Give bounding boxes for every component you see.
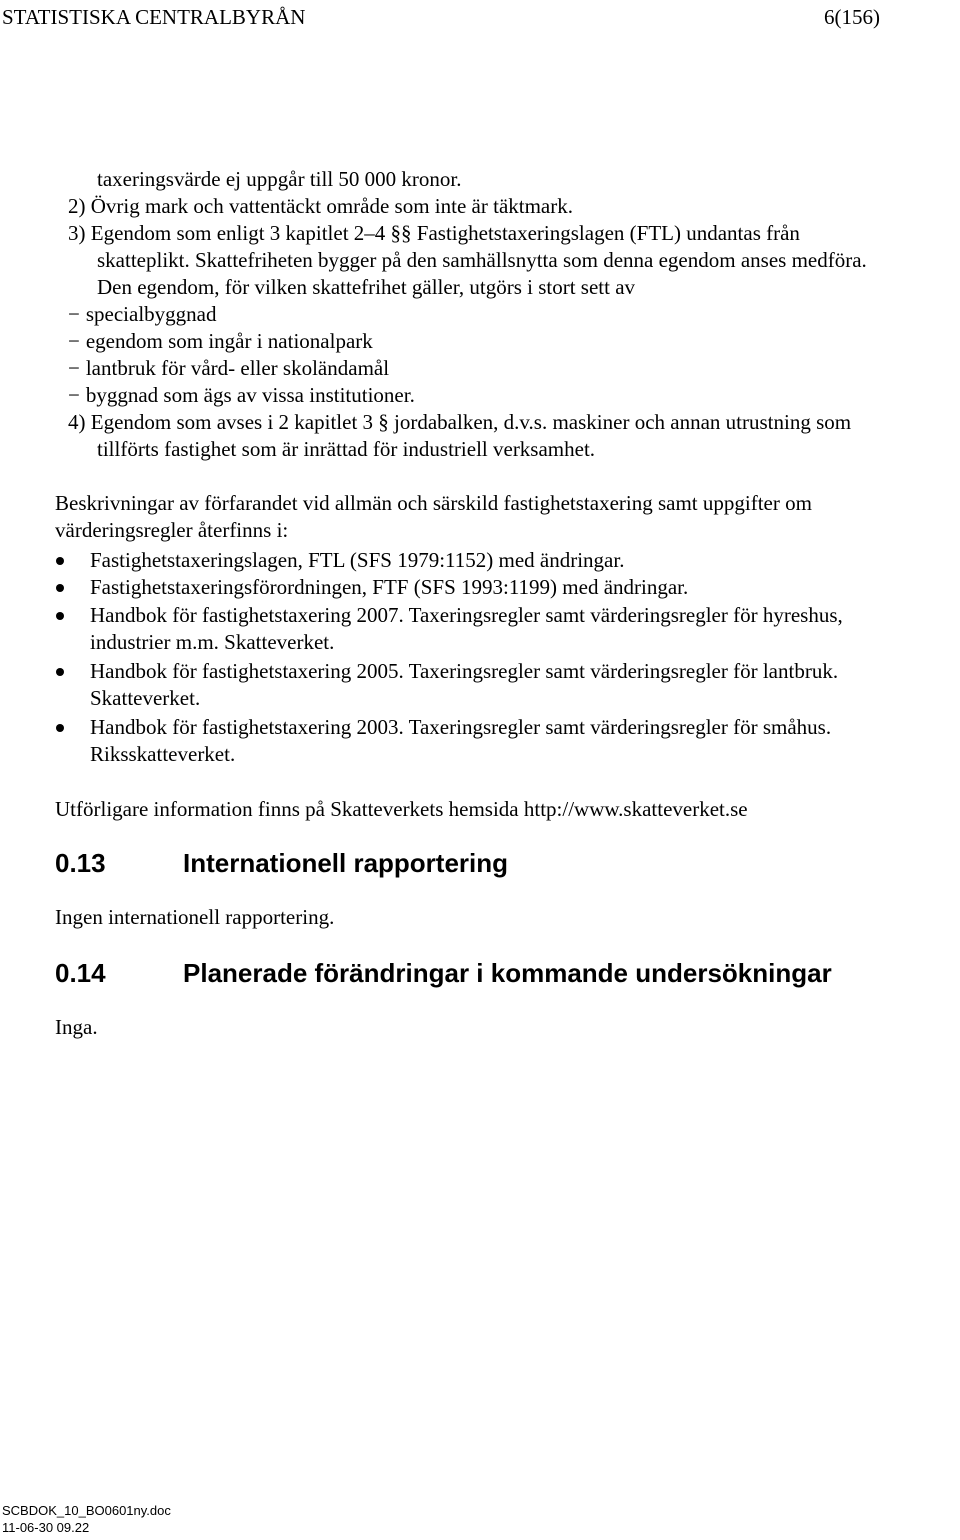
bullet-item-continuation: Skatteverket. — [90, 686, 201, 710]
list-item-2: 2) Övrig mark och vattentäckt område som inte är täktmark. — [68, 194, 573, 218]
dash-item: − egendom som ingår i nationalpark — [68, 328, 373, 355]
dash-item: − lantbruk för vård- eller skoländamål — [68, 355, 389, 382]
bullet-dot — [56, 612, 64, 620]
bullet-item: Fastighetstaxeringslagen, FTL (SFS 1979:1152) med ändringar. — [90, 548, 625, 572]
bullet-item: Handbok för fastighetstaxering 2007. Taxeringsregler samt värderingsregler för hyreshus, — [90, 603, 843, 627]
dash-item: − specialbyggnad — [68, 301, 216, 328]
list-item-4-line2: tillförts fastighet som är inrättad för industriell verksamhet. — [97, 437, 596, 461]
bullet-item: Fastighetstaxeringsförordningen, FTF (SFS 1993:1199) med ändringar. — [90, 575, 689, 599]
more-info-text: Utförligare information finns på Skatteverkets hemsida http://www.skatteverket.se — [55, 797, 748, 821]
section-heading: Planerade förändringar i kommande undersökningar — [183, 958, 832, 988]
list-item-3-line1: 3) Egendom som enligt 3 kapitlet 2–4 §§ Fastighetstaxeringslagen (FTL) undantas från — [68, 221, 800, 245]
section-body: Ingen internationell rapportering. — [55, 905, 335, 929]
list-item-3-line2: skatteplikt. Skattefriheten bygger på den samhällsnytta som denna egendom anses medföra. — [97, 248, 867, 272]
intro-line1: Beskrivningar av förfarandet vid allmän och särskild fastighetstaxering samt uppgifter om — [55, 491, 812, 515]
bullet-dot — [56, 584, 64, 592]
bullet-dot — [56, 668, 64, 676]
section-number: 0.13 — [55, 848, 106, 878]
bullet-dot — [56, 557, 64, 565]
section-number: 0.14 — [55, 958, 106, 988]
footer-filename: SCBDOK_10_BO0601ny.doc — [2, 1503, 171, 1518]
list-item-4-line1: 4) Egendom som avses i 2 kapitlet 3 § jordabalken, d.v.s. maskiner och annan utrustning som — [68, 410, 852, 434]
list-item-3-line3: Den egendom, för vilken skattefrihet gäller, utgörs i stort sett av — [97, 275, 636, 299]
list-continuation-line: taxeringsvärde ej uppgår till 50 000 kronor. — [97, 167, 462, 191]
bullet-dot — [56, 724, 64, 732]
dash-item: − byggnad som ägs av vissa institutioner. — [68, 382, 415, 409]
header-page-number: 6(156) — [824, 5, 880, 29]
section-body: Inga. — [55, 1015, 98, 1039]
section-heading: Internationell rapportering — [183, 848, 509, 878]
header-org: STATISTISKA CENTRALBYRÅN — [2, 5, 306, 29]
bullet-item-continuation: industrier m.m. Skatteverket. — [90, 630, 335, 654]
bullet-item: Handbok för fastighetstaxering 2003. Taxeringsregler samt värderingsregler för småhus. — [90, 715, 832, 739]
intro-line2: värderingsregler återfinns i: — [55, 518, 289, 542]
bullet-item-continuation: Riksskatteverket. — [90, 742, 236, 766]
footer-date: 11-06-30 09.22 — [2, 1520, 90, 1535]
bullet-item: Handbok för fastighetstaxering 2005. Taxeringsregler samt värderingsregler för lantbruk. — [90, 659, 839, 683]
